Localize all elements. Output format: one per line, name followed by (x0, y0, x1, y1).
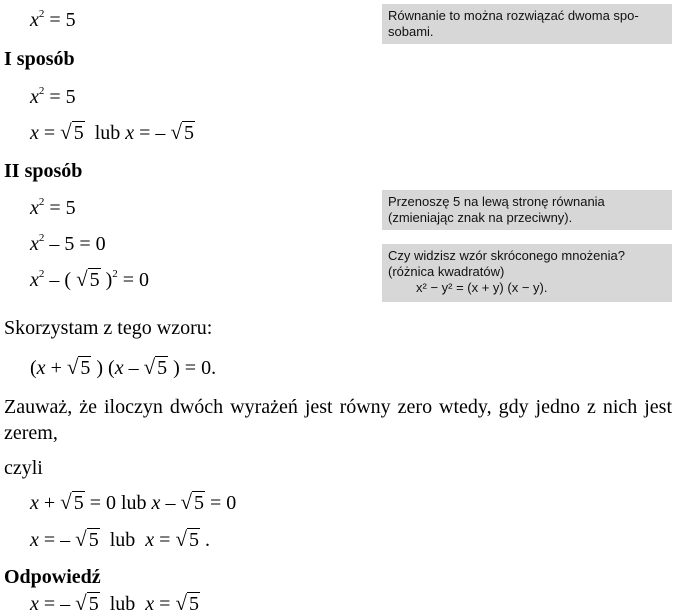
equation-start: $x^2 = 5$ (30, 8, 76, 31)
text-so: czyli (4, 457, 43, 479)
equation-solutions: x = – √ 5 lub x = √ 5 . (30, 527, 210, 551)
equation-m1-solution: x = √ 5 lub x = – √ 5 (30, 120, 194, 144)
equation-two-eqs: x + √ 5 = 0 lub x – √ 5 = 0 (30, 490, 237, 514)
text-observe: Zauważ, że iloczyn dwóch wyrażeń jest równy zero wtedy, gdy jedno z nich jest zerem, (4, 396, 672, 444)
heading-method-2: II sposób (4, 160, 83, 182)
note-two-methods (382, 4, 672, 44)
text-use-formula: Skorzystam z tego wzoru: (4, 317, 213, 339)
equation-m2-start: $x^2 = 5$ (30, 196, 76, 219)
note-two-methods-text: Równanie to można rozwiązać dwoma spo-sobami. (388, 8, 639, 39)
note-move-five-text: Przenoszę 5 na lewą stronę równania (zmieniając znak na przeciwny). (388, 194, 605, 225)
equation-m2-squares: $x^2$ – ( √ 5 )$^2$ = 0 (30, 267, 150, 291)
heading-method-1: I sposób (4, 48, 75, 70)
equation-product: (x + √ 5 ) (x – √ 5 ) = 0. (30, 355, 217, 379)
note-formula-expression: x² − y² = (x + y) (x − y). (416, 280, 548, 295)
equation-answer: x = – √ 5 lub x = √ 5 (30, 591, 199, 615)
note-formula-question: Czy widzisz wzór skróconego mnożenia? (388, 248, 625, 263)
note-formula (382, 244, 672, 302)
heading-answer: Odpowiedź (4, 566, 101, 588)
note-formula-subtitle: (różnica kwadratów) (388, 264, 505, 279)
equation-m2-diff: $x^2 - 5 = 0$ (30, 232, 106, 255)
equation-m1-start: $x^2 = 5$ (30, 85, 76, 108)
note-move-five (382, 190, 672, 230)
